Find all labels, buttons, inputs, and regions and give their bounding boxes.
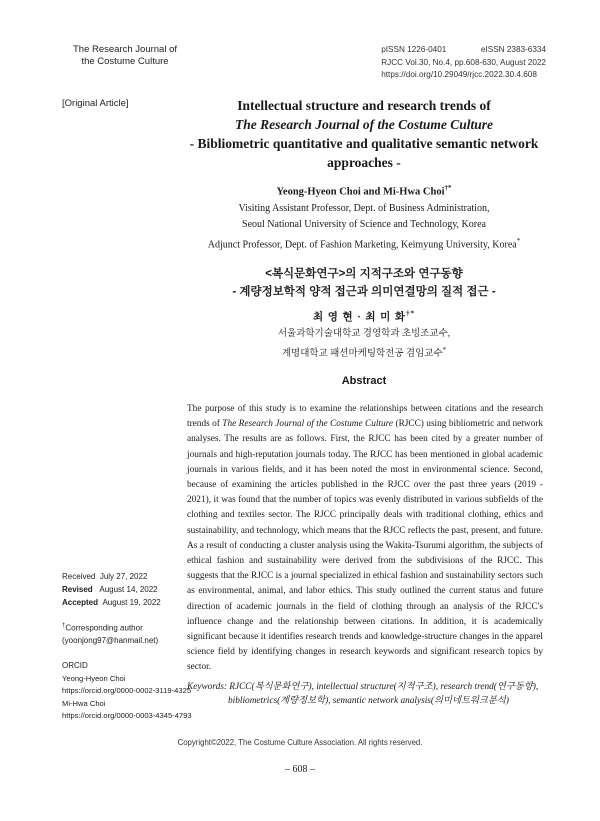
affiliation-line1: Visiting Assistant Professor, Dept. of Business Administration, <box>238 203 490 214</box>
journal-name <box>60 44 190 68</box>
article-dates <box>62 570 161 609</box>
title-line1: Intellectual structure and research trends of <box>237 98 491 113</box>
authors <box>184 184 544 198</box>
author-names: Yeong-Hyeon Choi and Mi-Hwa Choi <box>276 186 445 198</box>
orcid-name2: Mi-Hwa Choi <box>62 698 106 708</box>
affiliations <box>176 201 552 253</box>
page-number: – 608 – <box>285 764 315 775</box>
title-line4: approaches - <box>327 155 401 170</box>
citation: RJCC Vol.30, No.4, pp.608-630, August 2022 <box>381 57 546 67</box>
affiliation-line3: Adjunct Professor, Dept. of Fashion Marketing, Keimyung University, Korea* <box>207 237 521 251</box>
doi-link[interactable]: https://doi.org/10.29049/rjcc.2022.30.4.608 <box>381 70 537 79</box>
received-date: Received July 27, 2022 <box>62 572 148 581</box>
pissn: pISSN 1226-0401 <box>381 45 447 54</box>
journal-name-line2: the Costume Culture <box>81 56 169 67</box>
keywords <box>187 680 543 708</box>
affiliation-line2: Seoul National University of Science and Technology, Korea <box>242 219 486 230</box>
orcid-url1[interactable]: https://orcid.org/0000-0002-3119-4325 <box>62 686 192 695</box>
abstract-heading: Abstract <box>341 375 387 387</box>
orcid-url2[interactable]: https://orcid.org/0000-0003-4345-4793 <box>62 711 192 720</box>
revised-date: Revised August 14, 2022 <box>62 585 158 594</box>
keywords-label: Keywords: <box>187 682 227 692</box>
keywords-text: RJCC(복식문화연구), intellectual structure(지적구조), research trend(연구동향), bibliometrics(계량정보학), semantic network analysis(의미네트워크분석) <box>228 682 539 706</box>
orcid-name1: Yeong-Hyeon Choi <box>62 673 126 683</box>
title-line3: - Bibliometric quantitative and qualitative semantic network <box>189 136 539 151</box>
copyright: Copyright©2022, The Costume Culture Association. All rights reserved. <box>177 738 423 747</box>
article-type: [Original Article] <box>62 98 129 109</box>
korean-authors: 최 영 현 · 최 미 화†* <box>312 309 416 323</box>
korean-title <box>184 265 544 301</box>
abstract-text: The purpose of this study is to examine the relationships between citations and the research trends of The Research Journal of the Costume Culture (RJCC) using bibliometric and network analyses. The results are as follows. First, the RJCC has been cited by a greater number of journals and high-reputation journals today. The RJCC has been mentioned in global academic journals in various fields, and it has been noted the most in environmental science. Second, because of examining the articles published in the RJCC over the past three years (2019 - 2021), it was found that the number of topics was evenly distributed in various subfields of the clothing and textiles sector. The RJCC principally deals with traditional clothing, ethics and sustainability, and technology, which means that the RJCC reflects the past, present, and future. As a result of conducting a cluster analysis using the Wakita-Tsurumi algorithm, the subjects of ethical fashion and sustainability were derived from the subdivisions of the RJCC. This suggests that the RJCC is a journal specialized in ethical fashion and sustainability sectors such as environmental, animal, and labor ethics. This study outlined the current status and future direction of academic journals in the field of clothing through an analysis of the RJCC's influence change and the relationship between citations. In addition, it is academically significant because it identifies research trends and knowledge-structure changes in the apparel science field by identifying changes in research keywords and significant research topics by sector. <box>187 404 543 673</box>
corresponding-author: †Corresponding author (yoonjong97@hanmail.net) <box>62 623 159 645</box>
author-mark: †* <box>444 184 452 192</box>
corresponding-email[interactable]: (yoonjong97@hanmail.net) <box>62 635 159 645</box>
korean-affiliations <box>184 326 544 362</box>
article-title <box>184 96 544 172</box>
journal-name-line1: The Research Journal of <box>72 44 178 55</box>
journal-italic: The Research Journal of the Costume Culture <box>222 419 394 430</box>
header-meta <box>381 44 546 82</box>
title-line2: The Research Journal of the Costume Culture <box>234 117 494 132</box>
orcid-block <box>62 660 192 723</box>
korean-affiliation-line1: 서울과학기술대학교 경영학과 초빙조교수, <box>277 329 451 339</box>
eissn: eISSN 2383-6334 <box>480 45 546 54</box>
korean-affiliation-line2: 계명대학교 패션마케팅학전공 겸임교수* <box>281 346 447 360</box>
korean-title-line1: <복식문화연구>의 지적구조와 연구동향 <box>265 268 463 280</box>
orcid-heading: ORCID <box>62 661 88 670</box>
accepted-date: Accepted August 19, 2022 <box>62 598 161 607</box>
korean-title-line2: - 계량정보학적 양적 접근과 의미연결망의 질적 접근 - <box>232 286 496 298</box>
